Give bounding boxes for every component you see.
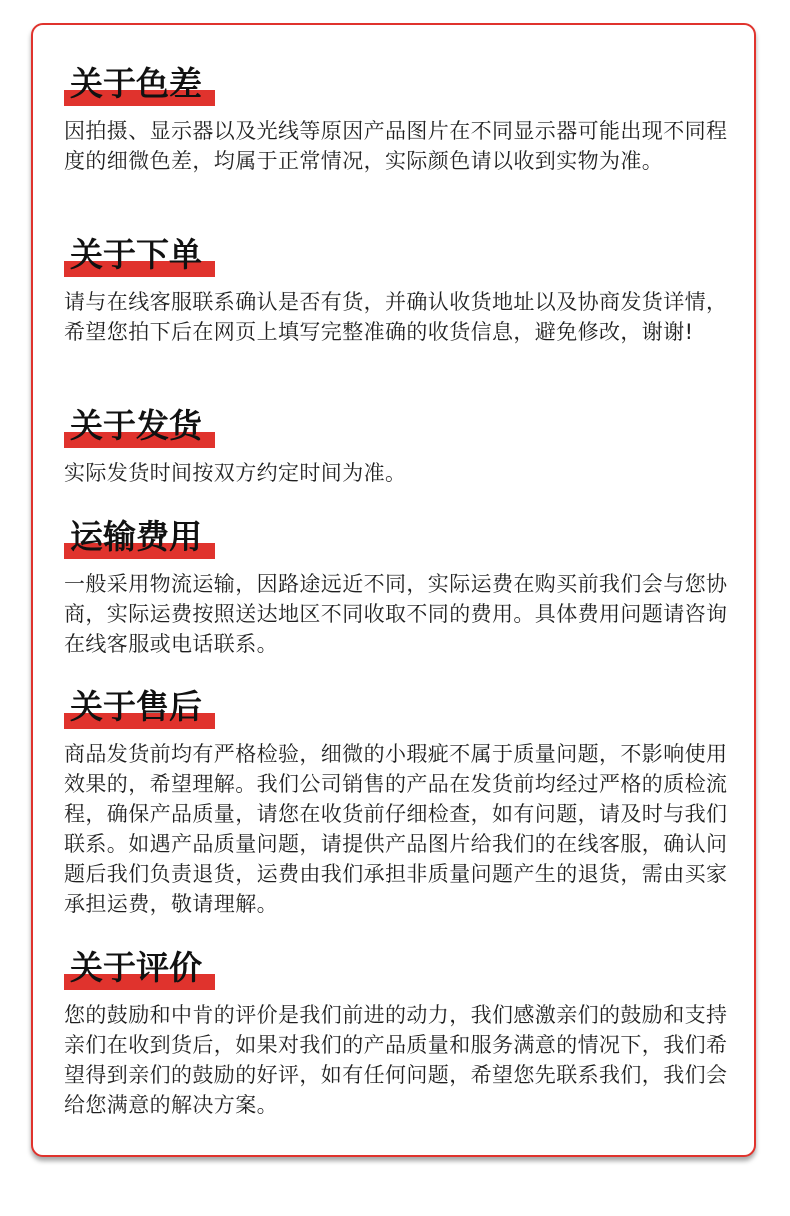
section-title: 运输费用 (70, 517, 202, 556)
section-title: 关于色差 (70, 64, 202, 103)
section-heading (64, 515, 202, 563)
section-after-sales (64, 685, 736, 919)
section-title: 关于评价 (70, 948, 202, 987)
section-shipping (64, 404, 736, 488)
section-body: 商品发货前均有严格检验，细微的小瑕疵不属于质量问题，不影响使用效果的，希望理解。我们公司销售的产品在发货前均经过严格的质检流程，确保产品质量，请您在收货前仔细检查，如有问题，请及时与我们联系。如遇产品质量问题，请提供产品图片给我们的在线客服，确认问题后我们负责退货，运费由我们承担非质量问题产生的退货，需由买家承担运费，敬请理解。 (64, 742, 728, 916)
section-shipping-cost (64, 515, 736, 659)
section-body: 因拍摄、显示器以及光线等原因产品图片在不同显示器可能出现不同程度的细微色差，均属于正常情况，实际颜色请以收到实物为准。 (64, 119, 728, 173)
notice-card (31, 23, 756, 1157)
section-body: 请与在线客服联系确认是否有货，并确认收货地址以及协商发货详情，希望您拍下后在网页上填写完整准确的收货信息，避免修改，谢谢! (64, 290, 728, 344)
section-reviews (64, 946, 736, 1120)
section-heading (64, 946, 202, 994)
section-body: 实际发货时间按双方约定时间为准。 (64, 461, 407, 485)
section-heading (64, 233, 202, 281)
section-heading (64, 685, 202, 733)
section-heading (64, 62, 202, 110)
section-body: 一般采用物流运输，因路途远近不同，实际运费在购买前我们会与您协商，实际运费按照送达地区不同收取不同的费用。具体费用问题请咨询在线客服或电话联系。 (64, 572, 728, 656)
section-heading (64, 404, 202, 452)
section-title: 关于售后 (70, 687, 202, 726)
section-title: 关于发货 (70, 406, 202, 445)
section-ordering (64, 233, 736, 347)
section-title: 关于下单 (70, 235, 202, 274)
section-color-difference (64, 62, 736, 176)
section-body: 您的鼓励和中肯的评价是我们前进的动力，我们感激亲们的鼓励和支持亲们在收到货后，如果对我们的产品质量和服务满意的情况下，我们希望得到亲们的鼓励的好评，如有任何问题，希望您先联系我们，我们会给您满意的解决方案。 (64, 1003, 728, 1117)
